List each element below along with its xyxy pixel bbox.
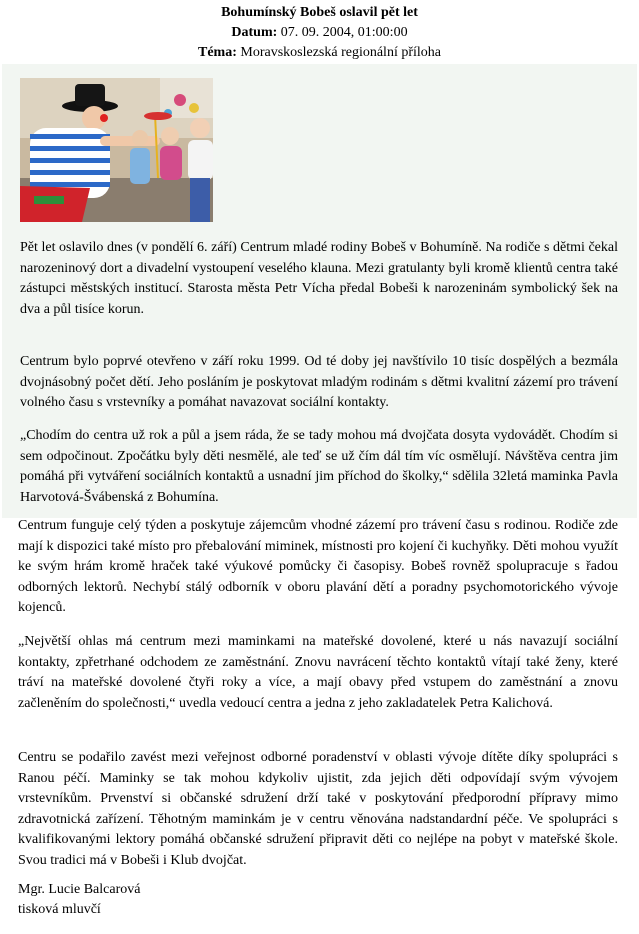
signature [18, 880, 140, 920]
date-value: 07. 09. 2004, 01:00:00 [280, 25, 408, 40]
topic-value: Moravskoslezská regionální příloha [240, 45, 441, 60]
paragraph-5-quote: „Největší ohlas má centrum mezi maminkami na mateřské dovolené, které u nás navazují sociální kontakty, zpřetrhané odchodem ze zaměstnání. Znovu navrácení těchto kontaktů vítají také ženy, které tráví na mateřské dovolené čtyři roky a více, a mají obavy před vstupem do zaměstnání a znovu začleněním do společnosti,“ uvedla vedoucí centra a jedna z jeho zakladatelek Petra Kalichová. [18, 634, 618, 711]
signature-name: Mgr. Lucie Balcarová [18, 882, 141, 897]
article-header [0, 3, 639, 63]
paragraph-4: Centrum funguje celý týden a poskytuje zájemcům vhodné zázemí pro trávení času s rodinou. Rodiče zde mají k dispozici také místo pro přebalování miminek, místnosti pro kojení či kuchyňky. Děti mohou využít ke svým hrám kromě hraček také výukové pomůcky či časopisy. Bobeš rovněž spolupracuje s řadou odborných lektorů. Nechybí stálý odborník v oboru plavání dětí a poradny psychomotorického vývoje kojenců. [18, 518, 618, 615]
paragraph-1: Pět let oslavilo dnes (v pondělí 6. září) Centrum mladé rodiny Bobeš v Bohumíně. Na rodiče s dětmi čekal narozeninový dort a divadelní vystoupení veselého klauna. Mezi gratulanty byli kromě klientů centra také zástupci městských institucí. Starosta města Petr Vícha předal Bobeši k narozeninám symbolický šek na dva a půl tisíce korun. [20, 240, 618, 317]
paragraph-6: Centru se podařilo zavést mezi veřejnost odborné poradenství v oblasti vývoje dítěte díky spolupráci s Ranou péčí. Maminky se tak mohou kdykoliv ujistit, zda jejich děti odpovídají svým vývojem vrstevníkům. Prvenství si občanské sdružení drží také v poskytování předporodní přípravy mimo zdravotnická zařízení. Těhotným maminkám je v centru věnována nadstandardní péče. Ve spolupráci s kvalifikovanými lektory pomáhá občanské sdružení připravit děti co nejlépe na pobyt v mateřské škole. Svou tradici má v Bobeši i Klub dvojčat. [18, 750, 618, 868]
clown-with-children-photo [20, 78, 213, 222]
topic-label: Téma: [197, 45, 237, 60]
article-title: Bohumínský Bobeš oslavil pět let [221, 5, 418, 20]
topic-line [0, 43, 639, 63]
date-line [0, 23, 639, 43]
signature-role: tisková mluvčí [18, 902, 101, 917]
paragraph-2: Centrum bylo poprvé otevřeno v září roku 1999. Od té doby jej navštívilo 10 tisíc dospělých a bezmála dvojnásobný počet dětí. Jeho posláním je poskytovat mladým rodinám s dětmi kvalitní zázemí pro trávení volného času s vrstevníky a pomáhat navazovat sociální kontakty. [20, 354, 618, 410]
paragraph-3-quote: „Chodím do centra už rok a půl a jsem ráda, že se tady mohou má dvojčata dosyta vydovádět. Chodím si sem odpočinout. Zpočátku byly děti nesmělé, ale teď se už čím dál tím víc osmělují. Návštěva centra jim pomáhá při vytváření sociálních kontaktů a usnadní jim příchod do školky,“ sdělila 32letá maminka Pavla Harvotová-Švábenská z Bohumína. [20, 428, 618, 505]
date-label: Datum: [231, 25, 278, 40]
